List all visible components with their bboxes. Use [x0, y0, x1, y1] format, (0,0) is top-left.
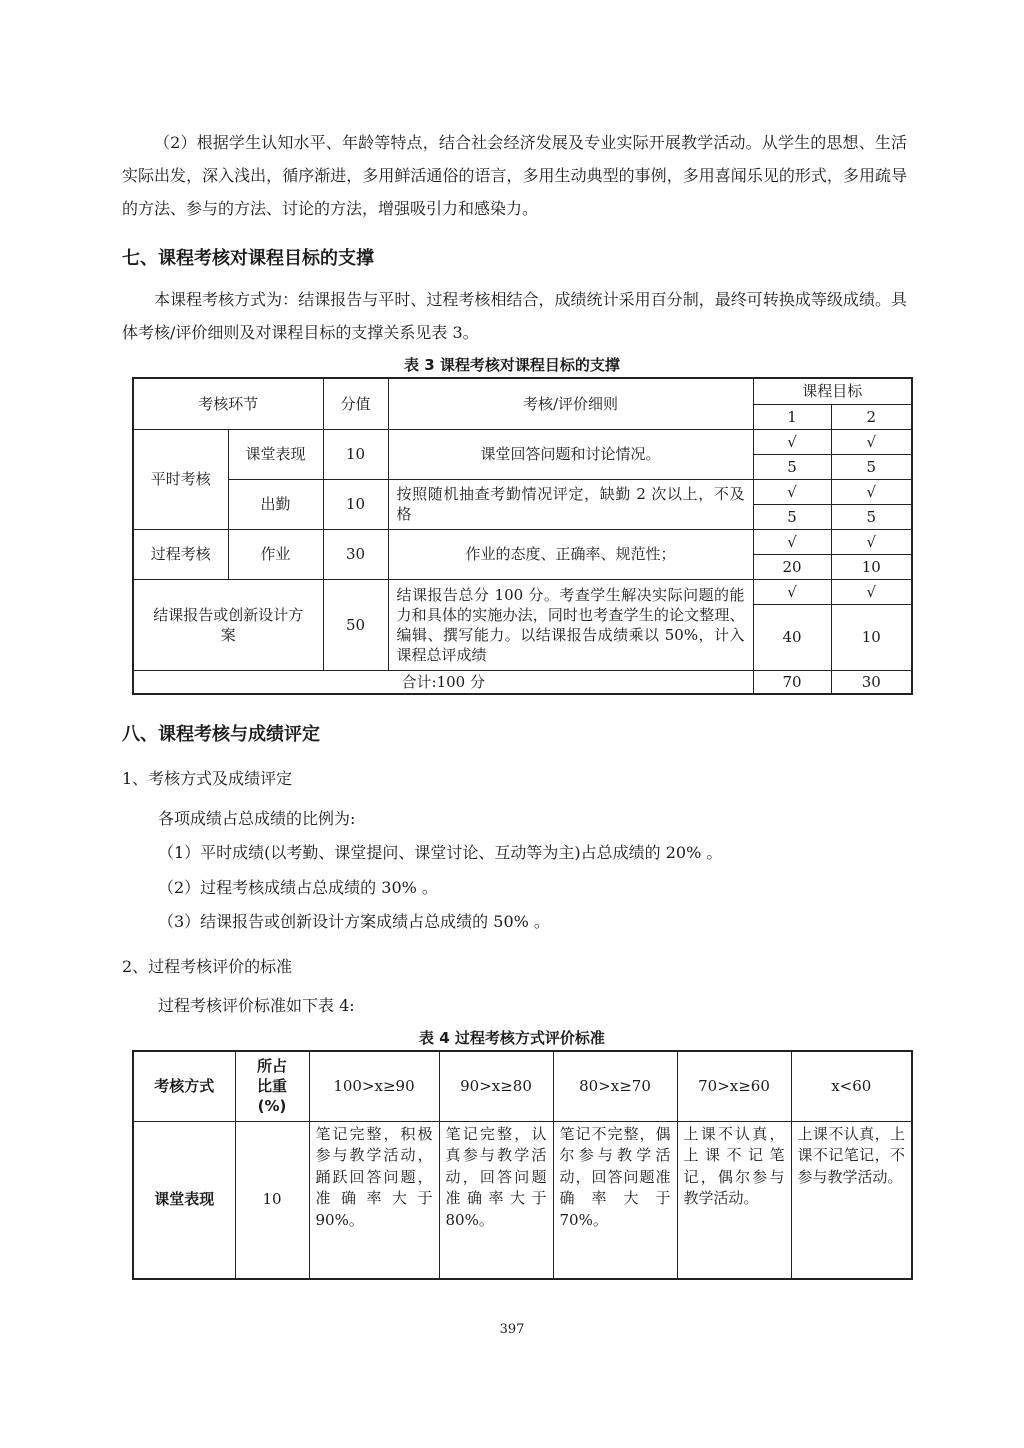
row-weight: 10 — [235, 1121, 309, 1279]
total-label: 合计:100 分 — [133, 670, 753, 694]
homework-item: 作业 — [228, 529, 323, 579]
class-performance-goal1-value: 5 — [753, 454, 831, 479]
ratio-item-2: （2）过程考核成绩占总成绩的 30% 。 — [158, 878, 438, 897]
attendance-score: 10 — [323, 479, 388, 529]
attendance-goal2-check: √ — [831, 479, 912, 504]
header-band-below-60: x<60 — [791, 1051, 912, 1121]
report-goal2-value: 10 — [831, 604, 912, 670]
total-goal2-value: 30 — [831, 670, 912, 694]
report-detail: 结课报告总分 100 分。考查学生解决实际问题的能力和具体的实施办法，同时也考查学生的论文整理、编辑、撰写能力。以结课报告成绩乘以 50%，计入课程总评成绩 — [388, 579, 753, 670]
table-3 — [132, 377, 913, 695]
header-method: 考核方式 — [133, 1051, 235, 1121]
header-band-90-100: 100>x≥90 — [309, 1051, 439, 1121]
attendance-detail: 按照随机抽查考勤情况评定，缺勤 2 次以上，不及格 — [388, 479, 753, 529]
header-weight-line3: (%) — [257, 1097, 287, 1116]
total-goal1-value: 70 — [753, 670, 831, 694]
subsection-1-heading: 1、考核方式及成绩评定 — [122, 769, 293, 788]
homework-goal1-check: √ — [753, 529, 831, 554]
attendance-goal2-value: 5 — [831, 504, 912, 529]
header-weight — [235, 1051, 309, 1121]
row-band-90-100: 笔记完整，积极参与教学活动，踊跃回答问题，准确率大于 90%。 — [309, 1121, 439, 1279]
table-4 — [132, 1050, 913, 1280]
header-score: 分值 — [323, 378, 388, 429]
homework-goal1-value: 20 — [753, 554, 831, 579]
subsection-2-heading: 2、过程考核评价的标准 — [122, 957, 293, 976]
row-band-80-90: 笔记完整，认真参与教学活动，回答问题准确率大于 80%。 — [439, 1121, 553, 1279]
ratio-item-3: （3）结课报告或创新设计方案成绩占总成绩的 50% 。 — [158, 912, 550, 931]
ratio-intro: 各项成绩占总成绩的比例为: — [158, 809, 356, 828]
header-band-70-80: 80>x≥70 — [553, 1051, 677, 1121]
report-score: 50 — [323, 579, 388, 670]
header-goals: 课程目标 — [753, 378, 912, 404]
report-goal1-check: √ — [753, 579, 831, 604]
attendance-goal1-value: 5 — [753, 504, 831, 529]
header-band-60-70: 70>x≥60 — [677, 1051, 791, 1121]
class-performance-detail: 课堂回答问题和讨论情况。 — [388, 429, 753, 479]
class-performance-goal2-value: 5 — [831, 454, 912, 479]
header-goal-2: 2 — [831, 404, 912, 429]
section-7-paragraph: 本课程考核方式为：结课报告与平时、过程考核相结合，成绩统计采用百分制，最终可转换成等级成绩。具体考核/评价细则及对课程目标的支撑关系见表 3。 — [122, 290, 907, 342]
table-4-intro: 过程考核评价标准如下表 4: — [158, 996, 355, 1015]
process-assessment-label: 过程考核 — [133, 529, 228, 579]
row-band-70-80: 笔记不完整，偶尔参与教学活动，回答问题准确率大于 70%。 — [553, 1121, 677, 1279]
row-band-below-60: 上课不认真，上课不记笔记，不参与教学活动。 — [791, 1121, 912, 1279]
header-stage: 考核环节 — [133, 378, 323, 429]
section-7-heading: 七、课程考核对课程目标的支撑 — [122, 248, 374, 269]
homework-detail: 作业的态度、正确率、规范性； — [388, 529, 753, 579]
class-performance-item: 课堂表现 — [228, 429, 323, 479]
row-band-60-70: 上课不认真，上课不记笔记，偶尔参与教学活动。 — [677, 1121, 791, 1279]
header-band-80-90: 90>x≥80 — [439, 1051, 553, 1121]
homework-goal2-check: √ — [831, 529, 912, 554]
header-weight-line2: 比重 — [256, 1077, 287, 1096]
attendance-item: 出勤 — [228, 479, 323, 529]
daily-assessment-label: 平时考核 — [133, 429, 228, 529]
class-performance-score: 10 — [323, 429, 388, 479]
report-goal1-value: 40 — [753, 604, 831, 670]
attendance-goal1-check: √ — [753, 479, 831, 504]
ratio-item-1: （1）平时成绩(以考勤、课堂提问、课堂讨论、互动等为主)占总成绩的 20% 。 — [158, 843, 723, 862]
page-number: 397 — [499, 1322, 525, 1337]
report-goal2-check: √ — [831, 579, 912, 604]
header-detail: 考核/评价细则 — [388, 378, 753, 429]
report-item: 结课报告或创新设计方案 — [133, 579, 323, 670]
header-weight-line1: 所占 — [256, 1057, 287, 1076]
class-performance-goal1-check: √ — [753, 429, 831, 454]
homework-goal2-value: 10 — [831, 554, 912, 579]
row-method: 课堂表现 — [133, 1121, 235, 1279]
table-4-caption: 表 4 过程考核方式评价标准 — [419, 1029, 605, 1047]
homework-score: 30 — [323, 529, 388, 579]
class-performance-goal2-check: √ — [831, 429, 912, 454]
table-3-caption: 表 3 课程考核对课程目标的支撑 — [404, 356, 620, 374]
header-goal-1: 1 — [753, 404, 831, 429]
section-8-heading: 八、课程考核与成绩评定 — [122, 724, 320, 745]
intro-paragraph: （2）根据学生认知水平、年龄等特点，结合社会经济发展及专业实际开展教学活动。从学生的思想、生活实际出发，深入浅出，循序渐进，多用鲜活通俗的语言，多用生动典型的事例，多用喜闻乐见的形式，多用疏导的方法、参与的方法、讨论的方法，增强吸引力和感染力。 — [122, 133, 907, 218]
